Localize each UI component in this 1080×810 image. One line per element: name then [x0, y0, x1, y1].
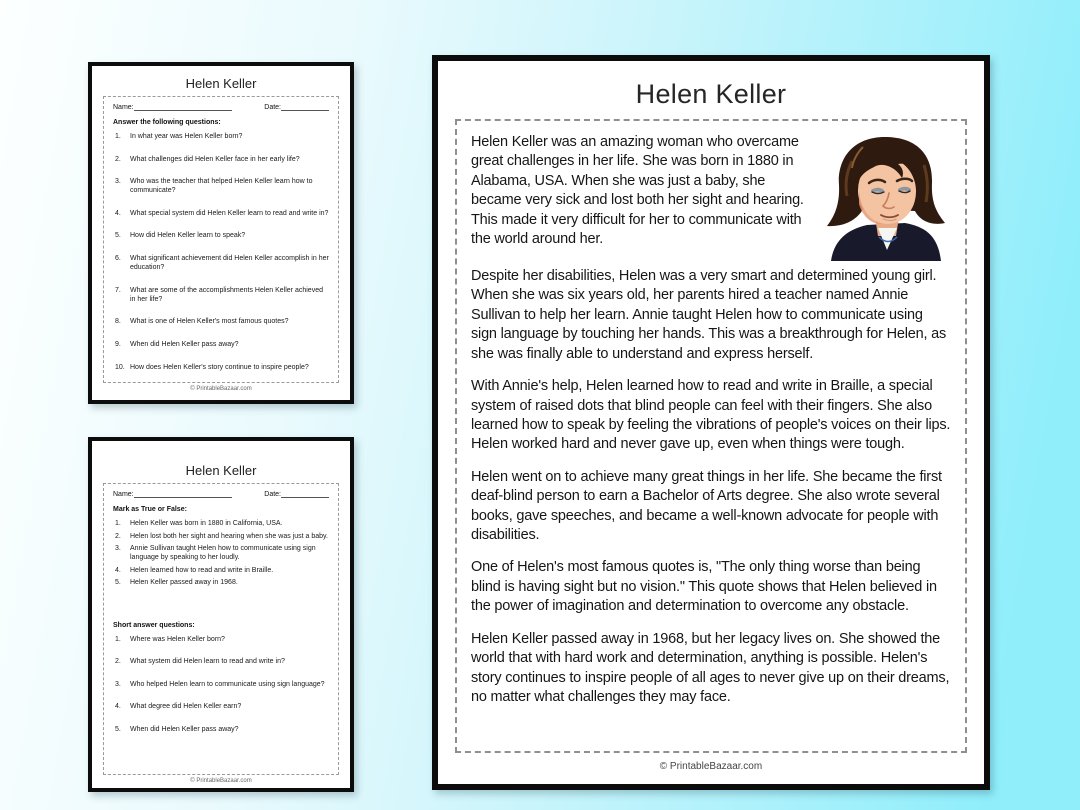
question-item: What is one of Helen Keller's most famous quotes?	[130, 318, 289, 326]
question-item: How did Helen Keller learn to speak?	[130, 232, 246, 240]
page-title: Helen Keller	[185, 76, 257, 91]
helen-keller-portrait-icon	[819, 133, 951, 261]
short-answer-header: Short answer questions:	[113, 621, 195, 629]
name-label: Name:	[113, 491, 134, 498]
tf-item: Annie Sullivan taught Helen how to communicate using sign language by speaking to her loudly.	[130, 545, 316, 562]
passage-paragraph: Despite her disabilities, Helen was a very smart and determined young girl. When she was six years old, her parents hired a teacher named Annie Sullivan to help her learn. Annie taught Helen how to communicate using sign language by touching her hands. This was a breakthrough for Helen, as she was finally able to understand and express herself.	[471, 268, 947, 362]
sa-item: What degree did Helen Keller earn?	[130, 703, 242, 711]
copyright-footer: © PrintableBazaar.com	[190, 386, 252, 392]
question-item: How does Helen Keller's story continue to inspire people?	[130, 363, 309, 371]
question-item: What special system did Helen Keller learn to read and write in?	[130, 209, 329, 217]
question-item: When did Helen Keller pass away?	[130, 341, 239, 349]
question-item: What significant achievement did Helen Keller accomplish in her education?	[130, 255, 329, 272]
tf-item: Helen learned how to read and write in Braille.	[130, 566, 274, 574]
passage-paragraph: One of Helen's most famous quotes is, "The only thing worse than being blind is having sight but no vision." This quote shows that Helen believed in the power of imagination and determination to overcome any obstacle.	[471, 559, 937, 615]
question-item: In what year was Helen Keller born?	[130, 133, 243, 140]
short-answer-list	[113, 635, 329, 734]
name-blank-line	[134, 490, 232, 498]
sa-item: What system did Helen learn to read and write in?	[130, 658, 285, 666]
copyright-footer: © PrintableBazaar.com	[659, 761, 763, 772]
passage-dashed-frame	[455, 119, 967, 753]
date-label: Date:	[264, 491, 281, 498]
page-title: Helen Keller	[635, 79, 787, 109]
section-header: Answer the following questions:	[113, 119, 221, 126]
date-label: Date:	[264, 104, 281, 111]
tf-item: Helen Keller passed away in 1968.	[130, 579, 238, 587]
sa-item: Who helped Helen learn to communicate using sign language?	[130, 680, 325, 688]
question-item: What challenges did Helen Keller face in her early life?	[130, 155, 300, 163]
worksheet-dashed-frame	[103, 96, 339, 383]
passage-paragraph: With Annie's help, Helen learned how to read and write in Braille, a special system of raised dots that blind people can feel with their fingers. She also learned how to speak by feeling the vibrations of people's voices on their lips. Helen worked hard and never gave up, even when things were tough.	[471, 378, 951, 453]
date-blank-line	[281, 103, 329, 111]
passage-paragraph: Helen went on to achieve many great things in her life. She became the first deaf-blind person to earn a Bachelor of Arts degree. She also wrote several books, gave speeches, and became a well-known advocate for people with disabilities.	[471, 468, 942, 544]
date-blank-line	[281, 490, 329, 498]
true-false-worksheet-page	[88, 437, 354, 792]
true-false-list	[113, 519, 329, 588]
question-item: What are some of the accomplishments Helen Keller achieved in her life?	[130, 286, 323, 303]
question-item: Who was the teacher that helped Helen Keller learn how to communicate?	[130, 178, 313, 195]
true-false-header: Mark as True or False:	[113, 506, 187, 513]
reading-passage-page	[432, 55, 990, 790]
tf-item: Helen lost both her sight and hearing when she was just a baby.	[130, 532, 328, 540]
page-title: Helen Keller	[185, 463, 257, 478]
name-date-row	[113, 103, 329, 111]
sa-item: Where was Helen Keller born?	[130, 635, 225, 643]
copyright-footer: © PrintableBazaar.com	[190, 778, 252, 784]
questions-list	[113, 132, 329, 372]
name-blank-line	[134, 103, 232, 111]
sa-item: When did Helen Keller pass away?	[130, 725, 239, 733]
worksheet-dashed-frame	[103, 483, 339, 775]
tf-item: Helen Keller was born in 1880 in California, USA.	[130, 520, 283, 527]
questions-worksheet-page	[88, 62, 354, 404]
name-date-row	[113, 490, 329, 498]
passage-paragraph: Helen Keller passed away in 1968, but her legacy lives on. She showed the world that with hard work and determination, anything is possible. Helen's story continues to inspire people of all ages to never give up on their dreams, no matter what challenges they may face.	[471, 630, 950, 706]
passage-paragraph: Helen Keller was an amazing woman who overcame great challenges in her life. She was born in 1880 in Alabama, USA. When she was just a baby, she became very sick and lost both her sight and hearing. This made it very difficult for her to communicate with the world around her.	[471, 134, 804, 248]
name-label: Name:	[113, 104, 134, 111]
